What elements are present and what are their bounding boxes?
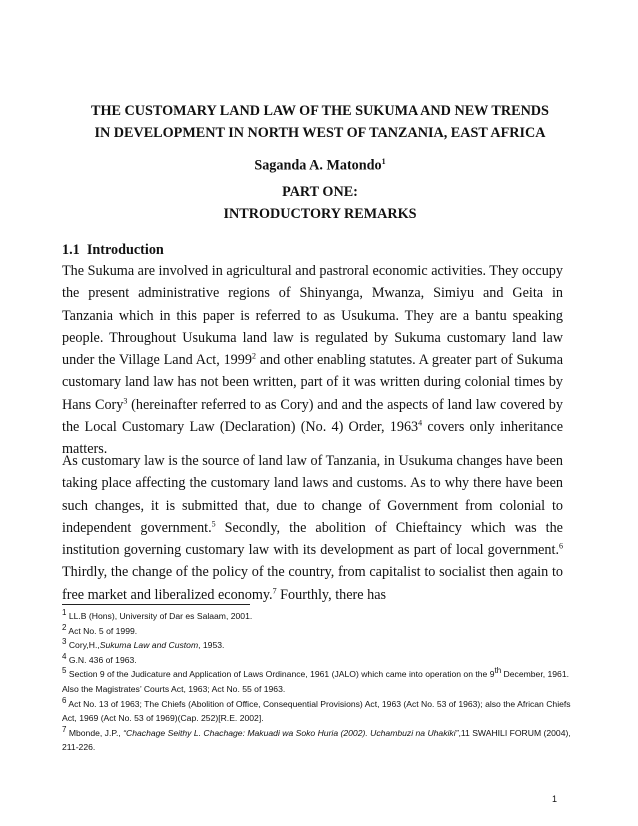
footnote-3 [62, 638, 572, 653]
footnote-5-text-pre: Section 9 of the Judicature and Application of Laws Ordinance, 1961 (JALO) which came into operation on the 9 [66, 669, 495, 680]
footnote-7-text-pre: Mbonde, J.P., [66, 727, 124, 738]
p2-text-4: Fourthly, there has [276, 586, 387, 603]
footnote-4-mark: 4 [62, 651, 67, 661]
footnote-1-text: LL.B (Hons), University of Dar es Salaam, 2001. [66, 611, 253, 621]
footnote-4 [62, 653, 572, 668]
p2-text-2: Secondly, the abolition of Chieftaincy which was the institution governing customary law with its development as part of local government. [62, 519, 563, 559]
footnote-6-text: Act No. 13 of 1963; The Chiefs (Abolition of Office, Consequential Provisions) Act, 1963 (Act No. 53 of 1963); also the African Chiefs Act, 1969 (Act No. 53 of 1969)(Cap. 252)[R.E. 2002]. [62, 698, 571, 724]
footnotes [62, 609, 572, 755]
section-title: Introduction [86, 242, 164, 258]
footnote-ref-4[interactable]: 4 [418, 418, 423, 428]
footnote-6 [62, 697, 572, 726]
author-line [62, 152, 578, 176]
p1-text-2: and other enabling statutes. A greater part of Sukuma customary land law has not been written, part of it was written during colonial times by Hans Cory [62, 352, 564, 413]
footnote-6-mark: 6 [62, 695, 67, 705]
footnote-3-book-title: Sukuma Law and Custom [99, 640, 199, 651]
footnote-7-mark: 7 [62, 724, 67, 734]
footnote-2-text: Act No. 5 of 1999. [66, 625, 138, 636]
title-line-1: THE CUSTOMARY LAND LAW OF THE SUKUMA AND NEW TRENDS [91, 103, 549, 119]
footnote-5-mark: 5 [62, 666, 67, 676]
footnote-7-work-title: “Chachage Seithy L. Chachage: Makuadi wa Soko Huria (2002). Uchambuzi na Uhakiki” [123, 727, 459, 738]
footnote-ref-7[interactable]: 7 [272, 586, 277, 596]
footnote-3-text-pre: Cory,H., [66, 640, 100, 651]
title-line-2: IN DEVELOPMENT IN NORTH WEST OF TANZANIA, EAST AFRICA [94, 125, 546, 141]
footnote-ref-3[interactable]: 3 [123, 396, 128, 406]
paper-title [62, 100, 578, 144]
footnote-1 [62, 609, 572, 624]
footnote-separator [62, 604, 250, 605]
footnote-ref-5[interactable]: 5 [211, 519, 216, 529]
part-heading [62, 181, 578, 225]
footnote-ref-6[interactable]: 6 [559, 541, 563, 551]
footnote-7-text-post: ,11 SWAHILI FORUM (2004), 211-226. [62, 727, 571, 753]
footnote-5-text-post: December, 1961. Also the Magistrates’ Courts Act, 1963; Act No. 55 of 1963. [62, 669, 570, 694]
part-heading-line-2: INTRODUCTORY REMARKS [223, 206, 417, 222]
footnote-1-mark: 1 [62, 608, 67, 618]
section-number: 1.1 [62, 242, 80, 258]
section-heading [62, 239, 164, 261]
footnote-3-text-post: , 1953. [198, 640, 225, 651]
footnote-5 [62, 667, 572, 696]
author-footnote-mark: 1 [381, 157, 386, 166]
p2-text-1: As customary law is the source of land law of Tanzania, in Usukuma changes have been taking place affecting the customary land laws and customs. As to why there have been such changes, it is submitted that, due to change of Government from colonial to independent government. [62, 453, 563, 536]
footnote-7 [62, 726, 572, 755]
footnote-2-mark: 2 [62, 622, 67, 632]
footnote-3-mark: 3 [62, 637, 67, 647]
p1-text-1: The Sukuma are involved in agricultural and pastroral economic activities. They occupy the present administrative regions of Shinyanga, Mwanza, Simiyu and Geita in Tanzania which in this paper is referred to as Usukuma. They are a bantu speaking people. Throughout Usukuma land law is regulated by Sukuma customary land law under the Village Land Act, 1999 [62, 263, 563, 369]
footnote-5-ordinal: th [494, 666, 502, 676]
p2-text-3: Thirdly, the change of the policy of the country, from capitalist to socialist then again to free market and liberalized economy. [62, 564, 563, 603]
page-number: 1 [552, 794, 558, 804]
p1-text-3: (hereinafter referred to as Cory) and and the aspects of land law covered by the Local Customary Law (Declaration) (No. 4) Order, 1963 [62, 396, 563, 436]
p1-text-4: covers only inheritance matters. [62, 419, 563, 458]
footnote-4-text: G.N. 436 of 1963. [66, 654, 137, 665]
paragraph-2 [62, 450, 563, 606]
footnote-2 [62, 624, 572, 639]
part-heading-line-1: PART ONE: [282, 184, 358, 200]
author-name: Saganda A. Matondo [254, 157, 382, 174]
footnote-ref-2[interactable]: 2 [251, 351, 256, 361]
paragraph-1 [62, 260, 563, 461]
